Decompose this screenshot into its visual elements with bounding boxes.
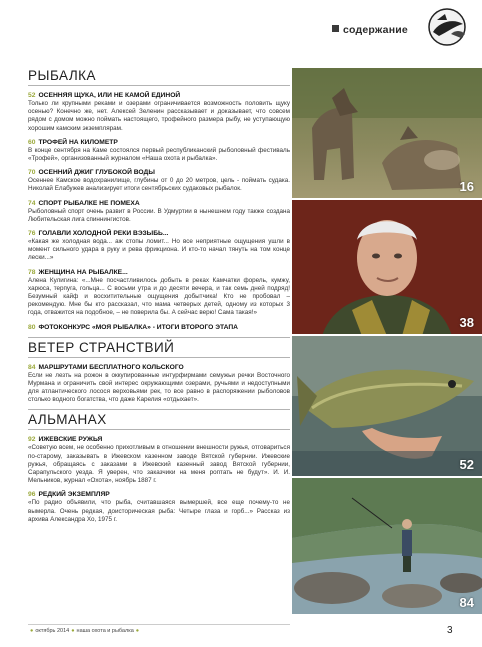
square-bullet-icon <box>332 25 339 32</box>
contents-label-text: содержание <box>343 24 408 36</box>
bullet-icon: ● <box>135 628 140 634</box>
entry-title: СПОРТ РЫБАЛКЕ НЕ ПОМЕХА <box>38 199 140 207</box>
toc-entry[interactable] <box>28 229 290 263</box>
pike-illustration <box>292 336 482 478</box>
toc-entry[interactable] <box>28 323 290 332</box>
page-number: 80 <box>28 323 36 331</box>
toc-entry[interactable] <box>28 199 290 224</box>
wolves-photo[interactable] <box>292 68 482 200</box>
footer-magazine: наша охота и рыбалка <box>76 628 134 634</box>
magazine-logo-icon <box>425 6 471 48</box>
bullet-icon: ● <box>30 628 34 634</box>
page-number: 70 <box>28 169 36 177</box>
page-number: 76 <box>28 230 36 238</box>
portrait-photo[interactable] <box>292 200 482 336</box>
page-number: 74 <box>28 199 36 207</box>
page-number: 60 <box>28 138 36 146</box>
entry-text: Осеннее Камское водохранилище, глубины от 0 до 20 метров, цель - поймать судака. Николай Елабужев анализирует итоги сентябрьских судаковых рыбалок. <box>28 177 290 193</box>
page-footer <box>0 618 482 647</box>
portrait-illustration <box>292 200 482 336</box>
toc-entry[interactable] <box>28 268 290 318</box>
page-number: 52 <box>28 92 36 99</box>
entry-title: ЖЕНЩИНА НА РЫБАЛКЕ... <box>38 268 128 276</box>
footer-month: октябрь 2014 <box>35 628 70 634</box>
entry-title: ФОТОКОНКУРС «МОЯ РЫБАЛКА» - ИТОГИ ВТОРОГО ЭТАПА <box>38 323 239 331</box>
section-title-almanac: АЛЬМАНАХ <box>28 409 290 430</box>
page-number: 92 <box>28 436 36 444</box>
entry-text: Алена Кулигина: «...Мне посчастливилось добыть в реках Камчатки форель, кумжу, харюса, терпуга, гольца... С восьми утра и до десяти вечера, и так семь дней подряд! Безумный кайф и восхитительные ощущения добытчика! Кто не пробовал – рекомендую. Мне бы кто рассказал, что мама четверых детей, одному из которых 3 года, отважится на подобное, – не поверила бы. А сейчас верю! Сама такая!» <box>28 276 290 317</box>
page-number: 84 <box>28 363 36 371</box>
bullet-icon: ● <box>71 628 75 634</box>
photo-page-number: 84 <box>459 595 474 610</box>
toc-entry[interactable] <box>28 363 290 405</box>
entry-title: МАРШРУТАМИ БЕСПЛАТНОГО КОЛЬСКОГО <box>38 363 184 371</box>
entry-text: «По радио объявили, что рыба, считавшаяся вымершей, все еще почему-то не вымерла. Очень редкая, доисторическая рыба: Четыре глаза и горб...» Рассказ из архива Александра Хо, 1975 г. <box>28 499 290 523</box>
entry-title: ТРОФЕЙ НА КИЛОМЕТР <box>38 138 118 146</box>
footer-divider <box>28 624 290 625</box>
toc-entry[interactable] <box>28 435 290 485</box>
section-title-travel: ВЕТЕР СТРАНСТВИЙ <box>28 337 290 358</box>
wolves-illustration <box>292 68 482 200</box>
toc-entry[interactable] <box>28 490 290 524</box>
photo-page-number: 52 <box>459 457 474 472</box>
photo-page-number: 38 <box>459 315 474 330</box>
angler-illustration <box>292 478 482 614</box>
entry-text: «Советую всем, не особенно прихотливым в отношении внешности ружья, отговариться по-старому, заказывать в Ижевском казенном заводе Вятской губернии. Ижевские ружья, обращаясь с заказами в Ижевский казенный завод Вятской губернии, Сарапульского уезда. Я уверен, что заказчики на меня роптать не будут». И. И. Мельников, журнал «Охота», ноябрь 1887 г. <box>28 444 290 485</box>
entry-text: «Какая же холодная вода... аж стопы ломит... Но все неприятные ощущения ушли в момент сильного удара в руку и рева фрикциона. И кто-то начал тянуть на том конце лески...» <box>28 238 290 262</box>
photo-page-number: 16 <box>459 179 474 194</box>
toc-entry[interactable] <box>28 91 290 133</box>
entry-title: ГОЛАВЛИ ХОЛОДНОЙ РЕКИ ВЭЗЫБЬ... <box>38 230 169 238</box>
page-header <box>0 0 482 60</box>
entry-title: ОСЕННИЙ ДЖИГ ГЛУБОКОЙ ВОДЫ <box>38 169 155 177</box>
entry-text: Только ли крупными реками и озерами ограничивается возможность половить щуку осенью? Конечно же, нет. Алексей Зеленин рассказывает и доказывает, что совсем рядом с домом можно поймать настоящего, трофейного размера рыбу, не уступающую хорошим камским экземплярам. <box>28 100 290 132</box>
page-number: 78 <box>28 268 36 276</box>
page-number: 96 <box>28 491 36 499</box>
section-title-fishing: РЫБАЛКА <box>28 68 290 86</box>
contents-label <box>332 24 408 36</box>
pike-photo[interactable] <box>292 336 482 478</box>
entry-title: ОСЕННЯЯ ЩУКА, ИЛИ НЕ КАМОЙ ЕДИНОЙ <box>38 92 181 99</box>
page-number-footer: 3 <box>447 625 453 636</box>
entry-title: РЕДКИЙ ЭКЗЕМПЛЯР <box>38 491 110 499</box>
entry-title: ИЖЕВСКИЕ РУЖЬЯ <box>38 436 103 444</box>
toc-entry[interactable] <box>28 138 290 163</box>
entry-text: Если не лезть на рожон в оккупированные интурфирмами семужьи речки Восточного Мурмана и ограничить свой интерес окружающими озерами, ручьями и недоступными для атлантического лосося верховьями рек, то все равно в распоряжении рыболовов столько водного богатства, что даже Карелия «отдыхает». <box>28 371 290 404</box>
footer-publication <box>28 628 141 634</box>
entry-text: В конце сентября на Каме состоялся первый республиканский рыболовный фестиваль «Трофей», организованный журналом «Наша охота и рыбалка». <box>28 146 290 163</box>
toc-entry[interactable] <box>28 168 290 193</box>
photo-column <box>292 68 482 614</box>
entry-text: Рыболовный спорт очень развит в России. В Удмуртии в нынешнем году также создана Любительская лига спиннингистов. <box>28 207 290 223</box>
angler-river-photo[interactable] <box>292 478 482 614</box>
contents-column <box>28 68 290 529</box>
